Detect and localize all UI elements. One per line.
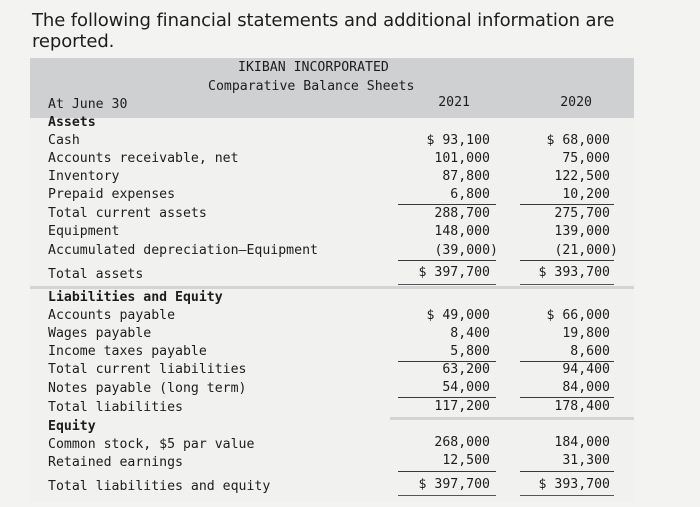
rule-tle-2021: [398, 471, 496, 472]
notes-2021: 54,000: [442, 380, 490, 395]
equipment-2020: 139,000: [554, 224, 610, 239]
prepaid-2020: 10,200: [562, 187, 610, 202]
rule-tl-2021: [398, 397, 496, 398]
row-label-cash: Cash: [48, 133, 80, 148]
rule-total-assets-2020: [520, 260, 614, 261]
row-label-income-taxes-payable: Income taxes payable: [48, 344, 207, 359]
ap-2021: $ 49,000: [426, 308, 490, 323]
inventory-2020: 122,500: [554, 169, 610, 184]
cash-2020: $ 68,000: [546, 133, 610, 148]
tca-2020: 275,700: [554, 206, 610, 221]
row-label-prepaid: Prepaid expenses: [48, 187, 176, 202]
rule-tl-2020: [520, 397, 614, 398]
intro-text: The following financial statements and additional information are reported.: [32, 10, 615, 52]
accdep-2021: (39,000): [434, 243, 498, 258]
double-rule-total-assets-2020: [520, 284, 614, 285]
tl-2020: 178,400: [554, 399, 610, 414]
rule-subtotal-2021: [398, 204, 496, 205]
accdep-2020: (21,000): [554, 243, 618, 258]
ar-2020: 75,000: [562, 151, 610, 166]
row-label-ar: Accounts receivable, net: [48, 151, 239, 166]
row-label-accounts-payable: Accounts payable: [48, 308, 176, 323]
row-label-accumulated-depreciation: Accumulated depreciation—Equipment: [48, 243, 318, 258]
total-assets-2020: $ 393,700: [538, 265, 610, 280]
wages-2021: 8,400: [450, 326, 490, 341]
inventory-2021: 87,800: [442, 169, 490, 184]
common-2021: 268,000: [434, 435, 490, 450]
row-label-retained-earnings: Retained earnings: [48, 455, 183, 470]
row-label-total-liabilities: Total liabilities: [48, 400, 183, 415]
row-label-common-stock: Common stock, $5 par value: [48, 437, 255, 452]
row-label-notes-payable: Notes payable (long term): [48, 381, 247, 396]
equipment-2021: 148,000: [434, 224, 490, 239]
section-divider: [30, 286, 634, 289]
tcl-2021: 63,200: [442, 362, 490, 377]
rule-tle-2020: [520, 471, 614, 472]
retained-2020: 31,300: [562, 453, 610, 468]
section-liabilities-equity: Liabilities and Equity: [48, 290, 223, 305]
tca-2021: 288,700: [434, 206, 490, 221]
row-label-total-liabilities-equity: Total liabilities and equity: [48, 479, 271, 494]
column-header-2021: 2021: [438, 95, 470, 110]
date-label: At June 30: [48, 97, 128, 112]
statement-title: Comparative Balance Sheets: [208, 79, 415, 94]
row-label-total-assets: Total assets: [48, 267, 144, 282]
wages-2020: 19,800: [562, 326, 610, 341]
common-2020: 184,000: [554, 435, 610, 450]
row-label-wages-payable: Wages payable: [48, 326, 152, 341]
taxes-2020: 8,600: [570, 344, 610, 359]
column-header-2020: 2020: [560, 95, 592, 110]
total-assets-2021: $ 397,700: [418, 265, 490, 280]
tle-2020: $ 393,700: [538, 477, 610, 492]
tcl-2020: 94,400: [562, 362, 610, 377]
ar-2021: 101,000: [434, 151, 490, 166]
retained-2021: 12,500: [442, 453, 490, 468]
equity-divider: [390, 417, 634, 420]
row-label-inventory: Inventory: [48, 169, 120, 184]
balance-sheet: [30, 58, 634, 502]
tl-2021: 117,200: [434, 399, 490, 414]
prepaid-2021: 6,800: [450, 187, 490, 202]
row-label-total-current-assets: Total current assets: [48, 206, 207, 221]
double-rule-tle-2021: [398, 495, 496, 496]
row-label-equipment: Equipment: [48, 224, 120, 239]
double-rule-tle-2020: [520, 495, 614, 496]
rule-total-assets-2021: [398, 260, 496, 261]
rule-subtotal-2020: [520, 204, 614, 205]
double-rule-total-assets-2021: [398, 284, 496, 285]
tle-2021: $ 397,700: [418, 477, 490, 492]
cash-2021: $ 93,100: [426, 133, 490, 148]
section-equity: Equity: [48, 419, 96, 434]
notes-2020: 84,000: [562, 380, 610, 395]
taxes-2021: 5,800: [450, 344, 490, 359]
company-name: IKIBAN INCORPORATED: [238, 60, 389, 75]
row-label-total-current-liabilities: Total current liabilities: [48, 362, 247, 377]
section-assets: Assets: [48, 115, 96, 130]
ap-2020: $ 66,000: [546, 308, 610, 323]
